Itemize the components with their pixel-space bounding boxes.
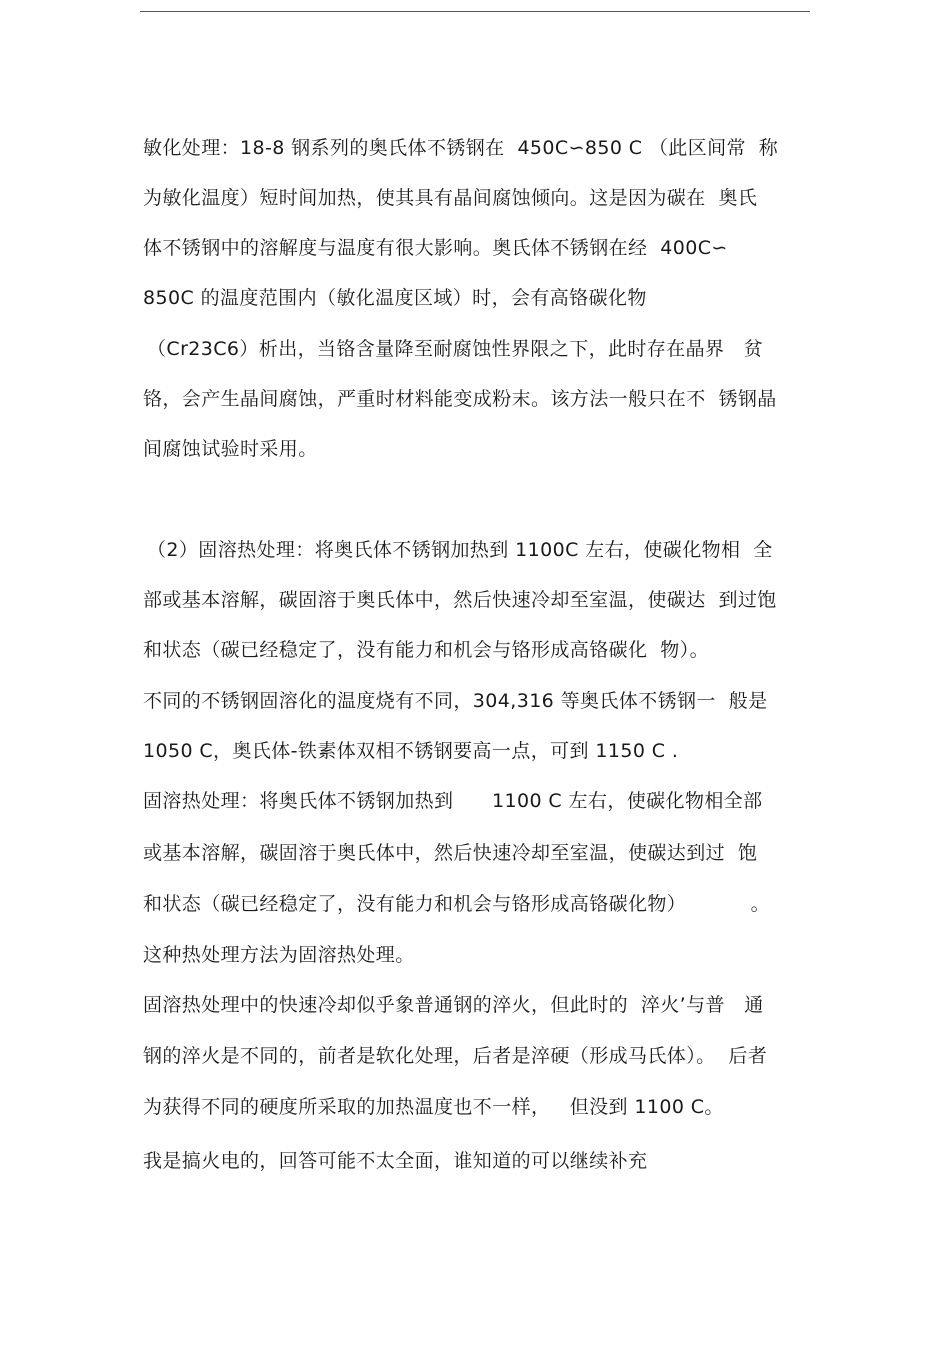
header-rule: [140, 11, 810, 12]
paragraph-line: 这种热处理方法为固溶热处理。: [143, 944, 415, 966]
paragraph-line: 我是搞火电的，回答可能不太全面，谁知道的可以继续补充: [143, 1150, 648, 1172]
paragraph-line: 铬，会产生晶间腐蚀，严重时材料能变成粉末。该方法一般只在不 锈钢晶: [143, 388, 777, 410]
paragraph-line: 固溶热处理中的快速冷却似乎象普通钢的淬火，但此时的 淬火’与普 通: [143, 994, 764, 1016]
paragraph-line: 和状态（碳已经稳定了，没有能力和机会与铬形成高铬碳化 物）。: [143, 639, 709, 661]
paragraph-line: 1050 C，奥氏体-铁素体双相不锈钢要高一点，可到 1150 C .: [143, 740, 679, 762]
paragraph-line: （Cr23C6）析出，当铬含量降至耐腐蚀性界限之下，此时存在晶界 贫: [147, 338, 764, 360]
paragraph-line: 或基本溶解，碳固溶于奥氏体中，然后快速冷却至室温，使碳达到过 饱: [143, 842, 758, 864]
paragraph-line: （2）固溶热处理：将奥氏体不锈钢加热到 1100C 左右，使碳化物相 全: [147, 539, 773, 561]
paragraph-line: 体不锈钢中的溶解度与温度有很大影响。奥氏体不锈钢在经 400C∽: [143, 237, 728, 259]
paragraph-line: 间腐蚀试验时采用。: [143, 438, 318, 460]
paragraph-line: 为敏化温度）短时间加热，使其具有晶间腐蚀倾向。这是因为碳在 奥氏: [143, 187, 758, 209]
paragraph-line: 部或基本溶解，碳固溶于奥氏体中，然后快速冷却至室温，使碳达 到过饱: [143, 589, 777, 611]
paragraph-line: 钢的淬火是不同的，前者是软化处理，后者是淬硬（形成马氏体）。 后者: [143, 1045, 768, 1067]
paragraph-line: 固溶热处理：将奥氏体不锈钢加热到 1100 C 左右，使碳化物相全部: [143, 790, 763, 812]
paragraph-line: 不同的不锈钢固溶化的温度烧有不同，304,316 等奥氏体不锈钢一 般是: [143, 690, 768, 712]
paragraph-line: 和状态（碳已经稳定了，没有能力和机会与铬形成高铬碳化物） 。: [143, 893, 770, 915]
paragraph-line: 为获得不同的硬度所采取的加热温度也不一样， 但没到 1100 C。: [143, 1096, 724, 1118]
paragraph-line: 850C 的温度范围内（敏化温度区域）时，会有高铬碳化物: [143, 287, 647, 309]
paragraph-line: 敏化处理：18-8 钢系列的奥氏体不锈钢在 450C∽850 C （此区间常 称: [143, 137, 779, 159]
